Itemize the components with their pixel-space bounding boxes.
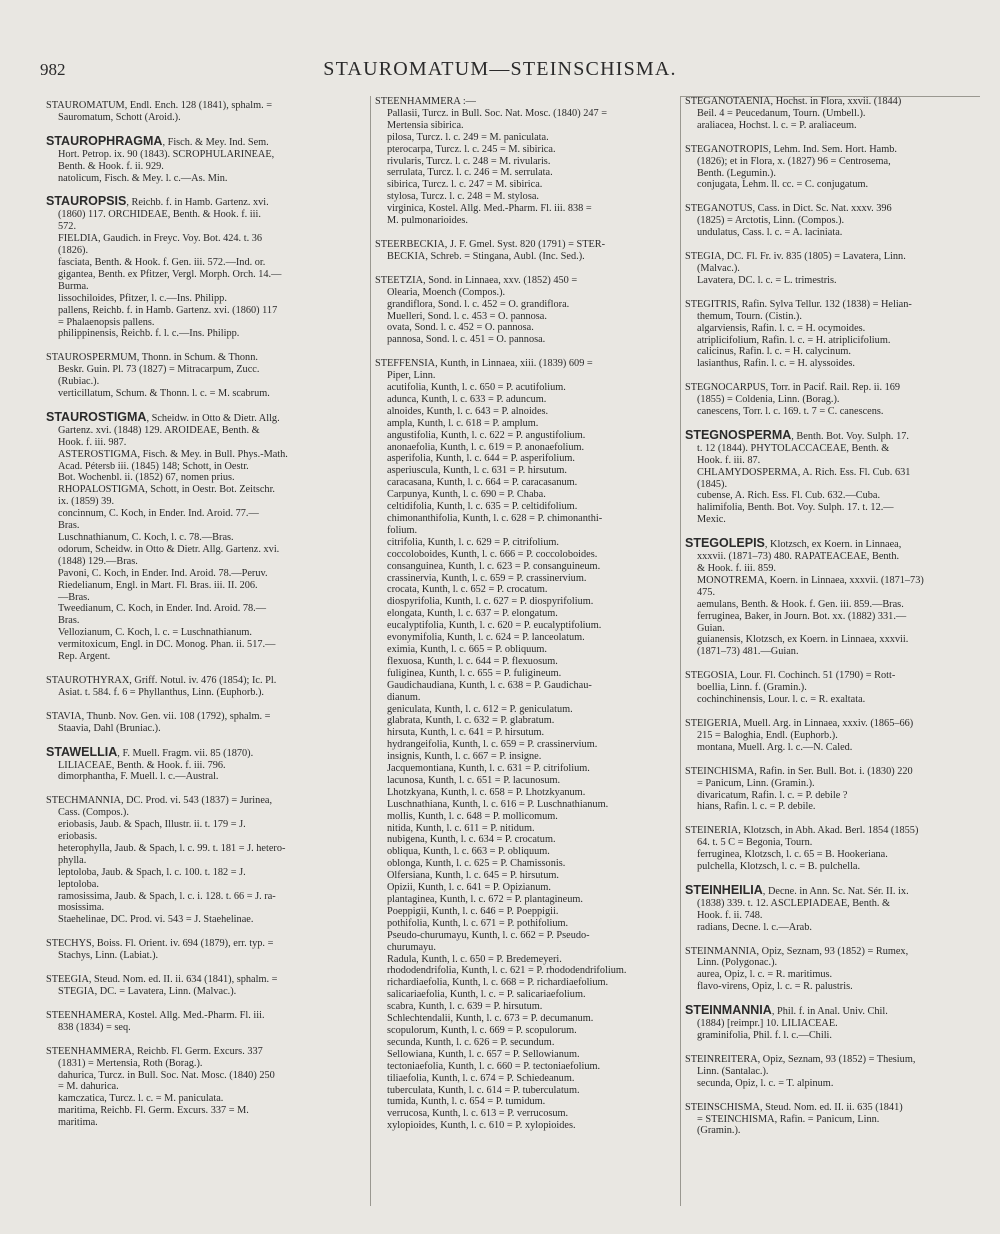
entry-headword-line: STAUROPHRAGMA, Fisch. & Mey. Ind. Sem. [46,133,269,148]
entry-line: divaricatum, Rafin. l. c. = P. debile ? [697,789,848,801]
entry-line: RHOPALOSTIGMA, Schott, in Oestr. Bot. Zeitschr. [58,484,276,496]
entry-headword-line: STEGANOTAENIA, Hochst. in Flora, xxvii. (1844) [685,96,902,107]
entry-line: rivularis, Turcz. l. c. 248 = M. rivularis. [387,155,551,167]
entry-line: Jacquemontiana, Kunth, l. c. 631 = P. citrifolium. [387,763,590,775]
entry-line: cochinchinensis, Lour. l. c. = R. exaltata. [697,694,866,706]
entry-line: Bot. Wochenbl. ii. (1852) 67, nomen prius. [58,472,235,484]
dictionary-entry [46,409,364,663]
entry-line: secunda, Kunth, l. c. 626 = P. secundum. [387,1036,555,1048]
dictionary-entry [375,96,681,227]
dictionary-entry [685,96,985,132]
dictionary-entry [375,358,681,1132]
entry-line: STEGIA, DC. = Lavatera, Linn. (Malvac.). [58,986,237,997]
entry-line: pilosa, Turcz. l. c. 249 = M. paniculata. [387,131,549,143]
dictionary-entry [685,538,985,658]
dictionary-entry [685,946,985,994]
entry-line: Hook. f. ii. 748. [697,909,763,921]
entry-headword-line: STEGOLEPIS, Klotzsch, ex Koern. in Linnaea, [685,536,902,551]
entry-line: (1845). [697,478,728,490]
entry-line: Carpunya, Kunth, l. c. 690 = P. Chaba. [387,489,546,501]
entry-line: Mexic. [697,514,726,526]
entry-line: calicinus, Rafin. l. c. = H. calycinum. [697,346,851,358]
dictionary-entry [685,670,985,706]
entry-line: (1826). [58,245,89,257]
entry-line: obliqua, Kunth, l. c. 663 = P. obliquum. [387,846,550,858]
entry-line: Gartenz. xvi. (1848) 129. AROIDEAE, Benth. & [58,424,260,436]
entry-line: asperiuscula, Kunth, l. c. 631 = P. hirsutum. [387,465,567,477]
entry-line: tuberculata, Kunth, l. c. 614 = P. tuberculatum. [387,1084,580,1096]
entry-line: Luschnathianum, C. Koch, l. c. 78.—Bras. [58,532,234,543]
entry-line: Pavoni, C. Koch, in Ender. Ind. Aroid. 78.—Peruv. [58,567,268,579]
entry-line: = STEINCHISMA, Rafin. = Panicum, Linn. [697,1113,880,1125]
entry-line: adunca, Kunth, l. c. 633 = P. aduncum. [387,393,547,405]
entry-line: eriobasis, Jaub. & Spach, Illustr. ii. t. 179 = J. [58,819,246,831]
entry-line: rhododendrifolia, Kunth, l. c. 621 = P. rhododendrifolium. [387,965,627,977]
dictionary-entry [685,1005,985,1042]
dictionary-entry [685,882,985,934]
entry-line: caracasana, Kunth, l. c. 664 = P. caracasanum. [387,477,578,489]
entry-line: FIELDIA, Gaudich. in Freyc. Voy. Bot. 424. t. 36 [58,233,263,245]
entry-line: Stachys, Linn. (Labiat.). [58,950,159,962]
entry-line: Radula, Kunth, l. c. 650 = P. Bredemeyeri. [387,953,562,965]
entry-line: flavo-virens, Opiz, l. c. = R. palustris. [697,981,853,993]
dictionary-entry [46,100,364,124]
entry-headword-line: STEEGIA, Steud. Nom. ed. II. ii. 634 (1841), sphalm. = [46,974,278,986]
entry-line: t. 12 (1844). PHYTOLACCACEAE, Benth. & [697,442,890,454]
entry-line: tiliaefolia, Kunth, l. c. 674 = P. Schiedeanum. [387,1072,575,1084]
entry-line: acutifolia, Kunth, l. c. 650 = P. acutifolium. [387,382,566,394]
entry-line: scopulorum, Kunth, l. c. 669 = P. scopulorum. [387,1024,577,1036]
entry-headword-line: STEGITRIS, Rafin. Sylva Tellur. 132 (1838) = Helian- [685,298,912,310]
entry-headword-line: STEINHEILIA, Decne. in Ann. Sc. Nat. Sér. II. ix. [685,882,909,897]
entry-headword-line: STEGOSIA, Lour. Fl. Cochinch. 51 (1790) = Rott- [685,670,896,682]
column-2 [370,96,681,1206]
entry-line: (Gramin.). [697,1125,741,1137]
entry-line: mollis, Kunth, l. c. 648 = P. mollicomum. [387,810,558,822]
entry-line: alnoides, Kunth, l. c. 643 = P. alnoides. [387,405,549,417]
entry-line: leptoloba. [58,878,99,890]
entry-line: evonymifolia, Kunth, l. c. 624 = P. lanceolatum. [387,632,585,644]
entry-line: ferruginea, Baker, in Journ. Bot. xx. (1882) 331.— [697,610,907,622]
entry-headword-line: STEINCHISMA, Rafin. in Ser. Bull. Bot. i. (1830) 220 [685,765,913,777]
entry-line: glabrata, Kunth, l. c. 632 = P. glabratum. [387,715,555,727]
entry-headword-line: STEFFENSIA, Kunth, in Linnaea, xiii. (1839) 609 = [375,358,593,370]
entry-line: dianum. [387,691,421,703]
entry-headword-line: STEGIA, DC. Fl. Fr. iv. 835 (1805) = Lavatera, Linn. [685,251,906,263]
entry-line: Poeppigii, Kunth, l. c. 646 = P. Poeppigii. [387,905,559,917]
entry-line: verticillatum, Schum. & Thonn. l. c. = M. scabrum. [58,388,270,400]
entry-line: celtidifolia, Kunth, l. c. 635 = P. celtidifolium. [387,501,578,513]
dictionary-entry [46,1010,364,1034]
entry-line: crocata, Kunth, l. c. 652 = P. crocatum. [387,584,548,596]
page-header [0,58,1000,88]
entry-line: Linn. (Polygonac.). [697,957,778,969]
entry-line: fasciata, Benth. & Hook. f. Gen. iii. 572.—Ind. or. [58,256,266,268]
entry-line: asperifolia, Kunth, l. c. 644 = P. asperifolium. [387,453,575,465]
entry-line: halimifolia, Benth. Bot. Voy. Sulph. 17. t. 12.— [697,502,894,514]
entry-line: mosissima. [58,902,105,914]
entry-line: Burma. [58,280,89,292]
entry-line: Pseudo-churumayu, Kunth, l. c. 662 = P. Pseudo- [387,929,590,941]
entry-line: Cass. (Compos.). [58,807,129,819]
dictionary-entry [46,196,364,340]
entry-headword-line: STEERBECKIA, J. F. Gmel. Syst. 820 (1791) = STER- [375,238,606,250]
dictionary-entry [46,352,364,400]
entry-line: Riedelianum, Engl. in Mart. Fl. Bras. iii. II. 206. [58,579,258,591]
entry-line: eriobasis. [58,831,98,843]
entry-line: 572. [58,221,77,233]
entry-headword-line: STAWELLIA, F. Muell. Fragm. vii. 85 (1870). [46,744,254,759]
entry-line: lasianthus, Rafin. l. c. = H. alyssoides. [697,358,855,370]
entry-line: themum, Tourn. (Cistin.). [697,310,802,322]
entry-line: Gaudichaudiana, Kunth, l. c. 638 = P. Gaudichau- [387,679,592,691]
entry-headword-line: STEENHAMMERA, Reichb. Fl. Germ. Excurs. 337 [46,1045,263,1057]
entry-headword-line: STEIGERIA, Muell. Arg. in Linnaea, xxxiv. (1865–66) [685,717,914,729]
dictionary-entry [46,744,364,784]
entry-line: Guian. [697,622,725,634]
entry-line: (1871–73) 481.—Guian. [697,646,799,658]
entry-headword-line: STECHMANNIA, DC. Prod. vi. 543 (1837) = Jurinea, [46,795,273,807]
dictionary-entry [46,711,364,735]
entry-line: sibirica, Turcz. l. c. 247 = M. sibirica. [387,179,543,191]
entry-line: M. pulmonarioides. [387,215,468,227]
entry-line: angustifolia, Kunth, l. c. 622 = P. angustifolium. [387,429,586,441]
entry-line: (1838) 339. t. 12. ASCLEPIADEAE, Benth. & [697,897,891,909]
dictionary-entry [685,251,985,287]
entry-line: ampla, Kunth, l. c. 618 = P. amplum. [387,417,539,429]
entry-line: Schlechtendalii, Kunth, l. c. 673 = P. decumanum. [387,1013,594,1025]
entry-line: fuliginea, Kunth, l. c. 655 = P. fuligineum. [387,667,562,679]
entry-line: = Panicum, Linn. (Gramin.). [697,777,815,789]
entry-line: scabra, Kunth, l. c. 639 = P. hirsutum. [387,1001,543,1013]
entry-line: ramosissima, Jaub. & Spach, l. c. i. 128. t. 66 = J. ra- [58,890,276,902]
entry-headword-line: STAUROSTIGMA, Scheidw. in Otto & Dietr. Allg. [46,409,280,424]
entry-line: (Rubiac.). [58,376,100,388]
dictionary-entry [685,382,985,418]
entry-line: Staehelinae, DC. Prod. vi. 543 = J. Staehelinae. [58,914,254,926]
entry-line: ovata, Sond. l. c. 452 = O. pannosa. [387,322,534,334]
dictionary-entry [685,766,985,814]
entry-line: vermitoxicum, Engl. in DC. Monog. Phan. ii. 517.— [58,639,276,651]
entry-line: = M. dahurica. [58,1081,119,1093]
entry-line: philippinensis, Reichb. f. l. c.—Ins. Philipp. [58,328,240,340]
entry-line: Vellozianum, C. Koch, l. c. = Luschnathianum. [58,627,252,639]
entry-line: Mertensia sibirica. [387,119,464,131]
entry-line: 64. t. 5 C = Begonia, Tourn. [697,837,813,849]
entry-headword-line: STAUROSPERMUM, Thonn. in Schum. & Thonn. [46,352,258,364]
entry-line: algarviensis, Rafin. l. c. = H. ocymoides. [697,322,866,334]
dictionary-entry [685,718,985,754]
entry-headword-line: STEINSCHISMA, Steud. Nom. ed. II. ii. 635 (1841) [685,1101,903,1113]
entry-line: guianensis, Klotzsch, ex Koern. in Linnaea, xxxvii. [697,634,909,646]
entry-line: pterocarpa, Turcz. l. c. 245 = M. sibirica. [387,143,556,155]
entry-line: ferruginea, Klotzsch, l. c. 65 = B. Hookeriana. [697,849,888,861]
dictionary-entry [46,1046,364,1129]
entry-headword-line: STEGNOSPERMA, Benth. Bot. Voy. Sulph. 17. [685,427,909,442]
entry-line: Sauromatum, Schott (Aroid.). [58,111,181,123]
entry-line: Olearia, Moench (Compos.). [387,286,506,298]
dictionary-entry [685,1102,985,1138]
dictionary-entry [46,675,364,699]
dictionary-entry [46,974,364,998]
dictionary-entry [685,203,985,239]
entry-line: xxxvii. (1871–73) 480. RAPATEACEAE, Benth. [697,551,900,563]
entry-line: lacunosa, Kunth, l. c. 651 = P. lacunosum. [387,774,561,786]
entry-line: conjugata, Lehm. ll. cc. = C. conjugatum. [697,179,869,191]
entry-line: maritima, Reichb. Fl. Germ. Excurs. 337 = M. [58,1105,249,1117]
entry-line: Bras. [58,520,80,532]
entry-line: (1826); et in Flora, x. (1827) 96 = Centrosema, [697,155,891,167]
entry-line: (1884) [reimpr.] 10. LILIACEAE. [697,1018,838,1030]
entry-line: 215 = Baloghia, Endl. (Euphorb.). [697,729,838,741]
entry-line: Muelleri, Sond. l. c. 453 = O. pannosa. [387,310,547,322]
entry-line: Lavatera, DC. l. c. = L. trimestris. [697,274,837,286]
entry-headword-line: STEETZIA, Sond. in Linnaea, xxv. (1852) 450 = [375,274,578,286]
entry-headword-line: STEENHAMERA, Kostel. Allg. Med.-Pharm. Fl. iii. [46,1009,265,1021]
entry-line: chimonanthifolia, Kunth, l. c. 628 = P. chimonanthi- [387,513,603,524]
dictionary-entry [46,795,364,926]
entry-line: montana, Muell. Arg. l. c.—N. Caled. [697,741,853,753]
entry-line: heterophylla, Jaub. & Spach, l. c. 99. t. 181 = J. hetero- [58,842,286,854]
entry-line: Beskr. Guin. Pl. 73 (1827) = Mitracarpum, Zucc. [58,364,260,376]
dictionary-entry [685,825,985,873]
entry-line: serrulata, Turcz. l. c. 246 = M. serrulata. [387,167,553,179]
entry-line: atriplicifolium, Rafin. l. c. = H. atriplicifolium. [697,334,891,346]
entry-line: odorum, Scheidw. in Otto & Dietr. Allg. Gartenz. xvi. [58,543,280,555]
entry-line: aurea, Opiz, l. c. = R. maritimus. [697,969,833,981]
entry-line: Opizii, Kunth, l. c. 641 = P. Opizianum. [387,882,551,894]
entry-headword-line: STECHYS, Boiss. Fl. Orient. iv. 694 (1879), err. typ. = [46,938,274,950]
entry-line: flexuosa, Kunth, l. c. 644 = P. flexuosum. [387,655,558,667]
entry-line: hians, Rafin. l. c. = P. debile. [697,801,816,813]
entry-line: radians, Decne. l. c.—Arab. [697,921,812,933]
entry-line: = Phalaenopsis pallens. [58,316,155,328]
dictionary-entry [375,239,681,263]
dictionary-entry [685,1054,985,1090]
entry-line: secunda, Opiz, l. c. = T. alpinum. [697,1077,834,1089]
entry-line: kamczatica, Turcz. l. c. = M. paniculata. [58,1093,224,1105]
entry-headword-line: STEINERIA, Klotzsch, in Abh. Akad. Berl. 1854 (1855) [685,825,919,837]
entry-headword-line: STEGNOCARPUS, Torr. in Pacif. Rail. Rep. ii. 169 [685,382,901,394]
entry-line: plantaginea, Kunth, l. c. 672 = P. plantagineum. [387,894,583,905]
entry-line: xylopioides, Kunth, l. c. 610 = P. xylopioides. [387,1120,576,1132]
entry-headword-line: STEINREITERA, Opiz, Seznam, 93 (1852) = Thesium, [685,1053,916,1065]
entry-line: Luschnathiana, Kunth, l. c. 616 = P. Luschnathianum. [387,798,609,810]
entry-line: eximia, Kunth, l. c. 665 = P. obliquum. [387,643,547,655]
entry-line: elongata, Kunth, l. c. 637 = P. elongatum. [387,608,558,620]
entry-headword-line: STEINMANNIA, Phil. f. in Anal. Univ. Chil. [685,1003,888,1018]
entry-headword-line: STEENHAMMERA :— [375,96,476,107]
entry-line: CHLAMYDOSPERMA, A. Rich. Ess. Fl. Cub. 631 [697,466,911,478]
dictionary-entry [46,938,364,962]
entry-line: Asiat. t. 584. f. 6 = Phyllanthus, Linn. (Euphorb.). [58,686,265,698]
entry-line: tectoniaefolia, Kunth, l. c. 660 = P. tectoniaefolium. [387,1060,601,1072]
entry-line: coccoloboides, Kunth, l. c. 666 = P. coccoloboides. [387,548,598,560]
entry-line: geniculata, Kunth, l. c. 612 = P. geniculatum. [387,703,573,715]
entry-headword-line: STAVIA, Thunb. Nov. Gen. vii. 108 (1792), sphalm. = [46,710,271,722]
entry-line: Olfersiana, Kunth, l. c. 645 = P. hirsutum. [387,870,559,882]
entry-line: gigantea, Benth. ex Pfitzer, Vergl. Morph. Orch. 14.— [58,268,282,280]
entry-line: (Malvac.). [697,262,740,274]
entry-line: 838 (1834) = seq. [58,1021,131,1033]
entry-line: aemulans, Benth. & Hook. f. Gen. iii. 859.—Bras. [697,598,904,610]
entry-line: folium. [387,524,418,536]
entry-line: maritima. [58,1117,98,1129]
entry-line: virginica, Kostel. Allg. Med.-Pharm. Fl. iii. 838 = [387,203,592,215]
column-1 [46,100,364,1141]
entry-headword-line: STAUROMATUM, Endl. Ench. 128 (1841), sphalm. = [46,100,273,111]
entry-line: Lhotzkyana, Kunth, l. c. 658 = P. Lhotzkyanum. [387,786,586,798]
entry-headword-line: STEINMANNIA, Opiz, Seznam, 93 (1852) = Rumex, [685,945,909,957]
entry-line: cubense, A. Rich. Ess. Fl. Cub. 632.—Cuba. [697,490,881,502]
entry-headword-line: STAUROPSIS, Reichb. f. in Hamb. Gartenz. xvi. [46,194,269,209]
entry-line: stylosa, Turcz. l. c. 248 = M. stylosa. [387,191,539,203]
page-number: 982 [40,60,66,79]
entry-line: leptoloba, Jaub. & Spach, l. c. 100. t. 182 = J. [58,866,246,878]
entry-line: dahurica, Turcz. in Bull. Soc. Nat. Mosc. (1840) 250 [58,1069,275,1081]
entry-line: Acad. Pétersb iii. (1845) 148; Schott, in Oestr. [58,460,249,472]
entry-line: Rep. Argent. [58,651,111,663]
entry-line: & Hook. f. iii. 859. [697,563,776,574]
entry-line: Staavia, Dahl (Bruniac.). [58,722,161,734]
entry-line: oblonga, Kunth, l. c. 625 = P. Chamissonis. [387,858,566,870]
entry-line: Pallasii, Turcz. in Bull. Soc. Nat. Mosc. (1840) 247 = [387,107,608,119]
entry-line: consanguinea, Kunth, l. c. 623 = P. consanguineum. [387,560,601,572]
dictionary-entry [685,427,985,526]
entry-line: salicariaefolia, Kunth, l. c. = P. salicariaefolium. [387,989,586,1001]
entry-line: phylla. [58,854,87,866]
entry-line: dimorphantha, F. Muell. l. c.—Austral. [58,771,219,783]
entry-line: araliacea, Hochst. l. c. = P. araliaceum. [697,119,857,131]
entry-line: (1848) 129.—Bras. [58,555,138,567]
entry-line: Bras. [58,615,80,627]
entry-line: graminifolia, Phil. f. l. c.—Chili. [697,1030,832,1041]
entry-line: eucalyptifolia, Kunth, l. c. 620 = P. eucalyptifolium. [387,620,602,632]
entry-line: ASTEROSTIGMA, Fisch. & Mey. in Bull. Phys.-Math. [58,448,288,460]
entry-line: crassinervia, Kunth, l. c. 659 = P. crassinervium. [387,572,587,584]
entry-headword-line: STEGANOTROPIS, Lehm. Ind. Sem. Hort. Hamb. [685,143,897,155]
entry-line: hydrangeifolia, Kunth, l. c. 659 = P. crassinervium. [387,739,598,751]
entry-line: verrucosa, Kunth, l. c. 613 = P. verrucosum. [387,1108,569,1120]
entry-line: nitida, Kunth, l. c. 611 = P. nitidum. [387,822,535,834]
dictionary-entry [375,275,681,346]
entry-line: —Bras. [58,591,90,603]
entry-line: natolicum, Fisch. & Mey. l. c.—As. Min. [58,172,228,184]
entry-line: ix. (1859) 39. [58,496,115,508]
entry-line: LILIACEAE, Benth. & Hook. f. iii. 796. [58,759,226,771]
entry-line: (1831) = Mertensia, Roth (Borag.). [58,1057,203,1069]
running-title: STAUROMATUM—STEINSCHISMA. [323,58,677,80]
entry-line: tumida, Kunth, l. c. 654 = P. tumidum. [387,1096,546,1108]
dictionary-entry [46,133,364,185]
entry-line: hirsuta, Kunth, l. c. 641 = P. hirsutum. [387,727,545,739]
entry-line: Tweedianum, C. Koch, in Ender. Ind. Aroid. 78.— [58,603,267,615]
entry-line: pallens, Reichb. f. in Hamb. Gartenz. xvi. (1860) 117 [58,304,278,316]
entry-line: richardiaefolia, Kunth, l. c. 668 = P. richardiaefolium. [387,977,609,989]
entry-line: boellia, Linn. f. (Gramin.). [697,682,807,694]
entry-line: Beil. 4 = Peucedanum, Tourn. (Umbell.). [697,107,866,119]
entry-line: insignis, Kunth, l. c. 667 = P. insigne. [387,751,542,763]
entry-line: Piper, Linn. [387,370,436,382]
entry-line: Hook. f. iii. 987. [58,436,127,448]
entry-line: MONOTREMA, Koern. in Linnaea, xxxvii. (1871–73) [697,574,924,586]
entry-line: undulatus, Cass. l. c. = A. laciniata. [697,227,843,239]
entry-line: citrifolia, Kunth, l. c. 629 = P. citrifolium. [387,536,559,548]
entry-headword-line: STEGANOTUS, Cass. in Dict. Sc. Nat. xxxv. 396 [685,203,892,215]
entry-line: BECKIA, Schreb. = Stingana, Aubl. (Inc. Sed.). [387,250,585,262]
dictionary-entry [685,144,985,192]
entry-line: Hook. f. iii. 87. [697,454,761,466]
entry-line: Linn. (Santalac.). [697,1065,769,1077]
entry-line: pulchella, Klotzsch, l. c. = B. pulchella. [697,861,861,873]
entry-line: grandiflora, Sond. l. c. 452 = O. grandiflora. [387,298,570,310]
entry-line: (1860) 117. ORCHIDEAE, Benth. & Hook. f. iii. [58,209,261,221]
entry-line: (1825) = Arctotis, Linn. (Compos.). [697,215,845,227]
entry-line: Benth. (Legumin.). [697,167,776,179]
entry-line: canescens, Torr. l. c. 169. t. 7 = C. canescens. [697,406,884,418]
entry-line: (1855) = Coldenia, Linn. (Borag.). [697,394,840,406]
entry-line: Sellowiana, Kunth, l. c. 657 = P. Sellowianum. [387,1048,580,1060]
entry-line: diospyrifolia, Kunth, l. c. 627 = P. diospyrifolium. [387,596,594,608]
entry-line: pannosa, Sond. l. c. 451 = O. pannosa. [387,334,546,346]
column-3 [680,96,985,1206]
entry-line: churumayu. [387,941,436,953]
entry-line: pothifolia, Kunth, l. c. 671 = P. pothifolium. [387,917,569,929]
entry-line: 475. [697,586,716,598]
entry-line: nubigena, Kunth, l. c. 634 = P. crocatum. [387,834,556,846]
entry-line: concinnum, C. Koch, in Ender. Ind. Aroid. 77.— [58,508,259,520]
entry-line: lissochiloides, Pfitzer, l. c.—Ins. Philipp. [58,292,227,304]
entry-headword-line: STAUROTHYRAX, Griff. Notul. iv. 476 (1854); Ic. Pl. [46,674,277,686]
entry-line: Benth. & Hook. f. ii. 929. [58,160,164,172]
entry-line: Hort. Petrop. ix. 90 (1843). SCROPHULARINEAE, [58,148,275,160]
dictionary-entry [685,299,985,370]
entry-line: anonaefolia, Kunth, l. c. 619 = P. anonaefolium. [387,441,585,453]
